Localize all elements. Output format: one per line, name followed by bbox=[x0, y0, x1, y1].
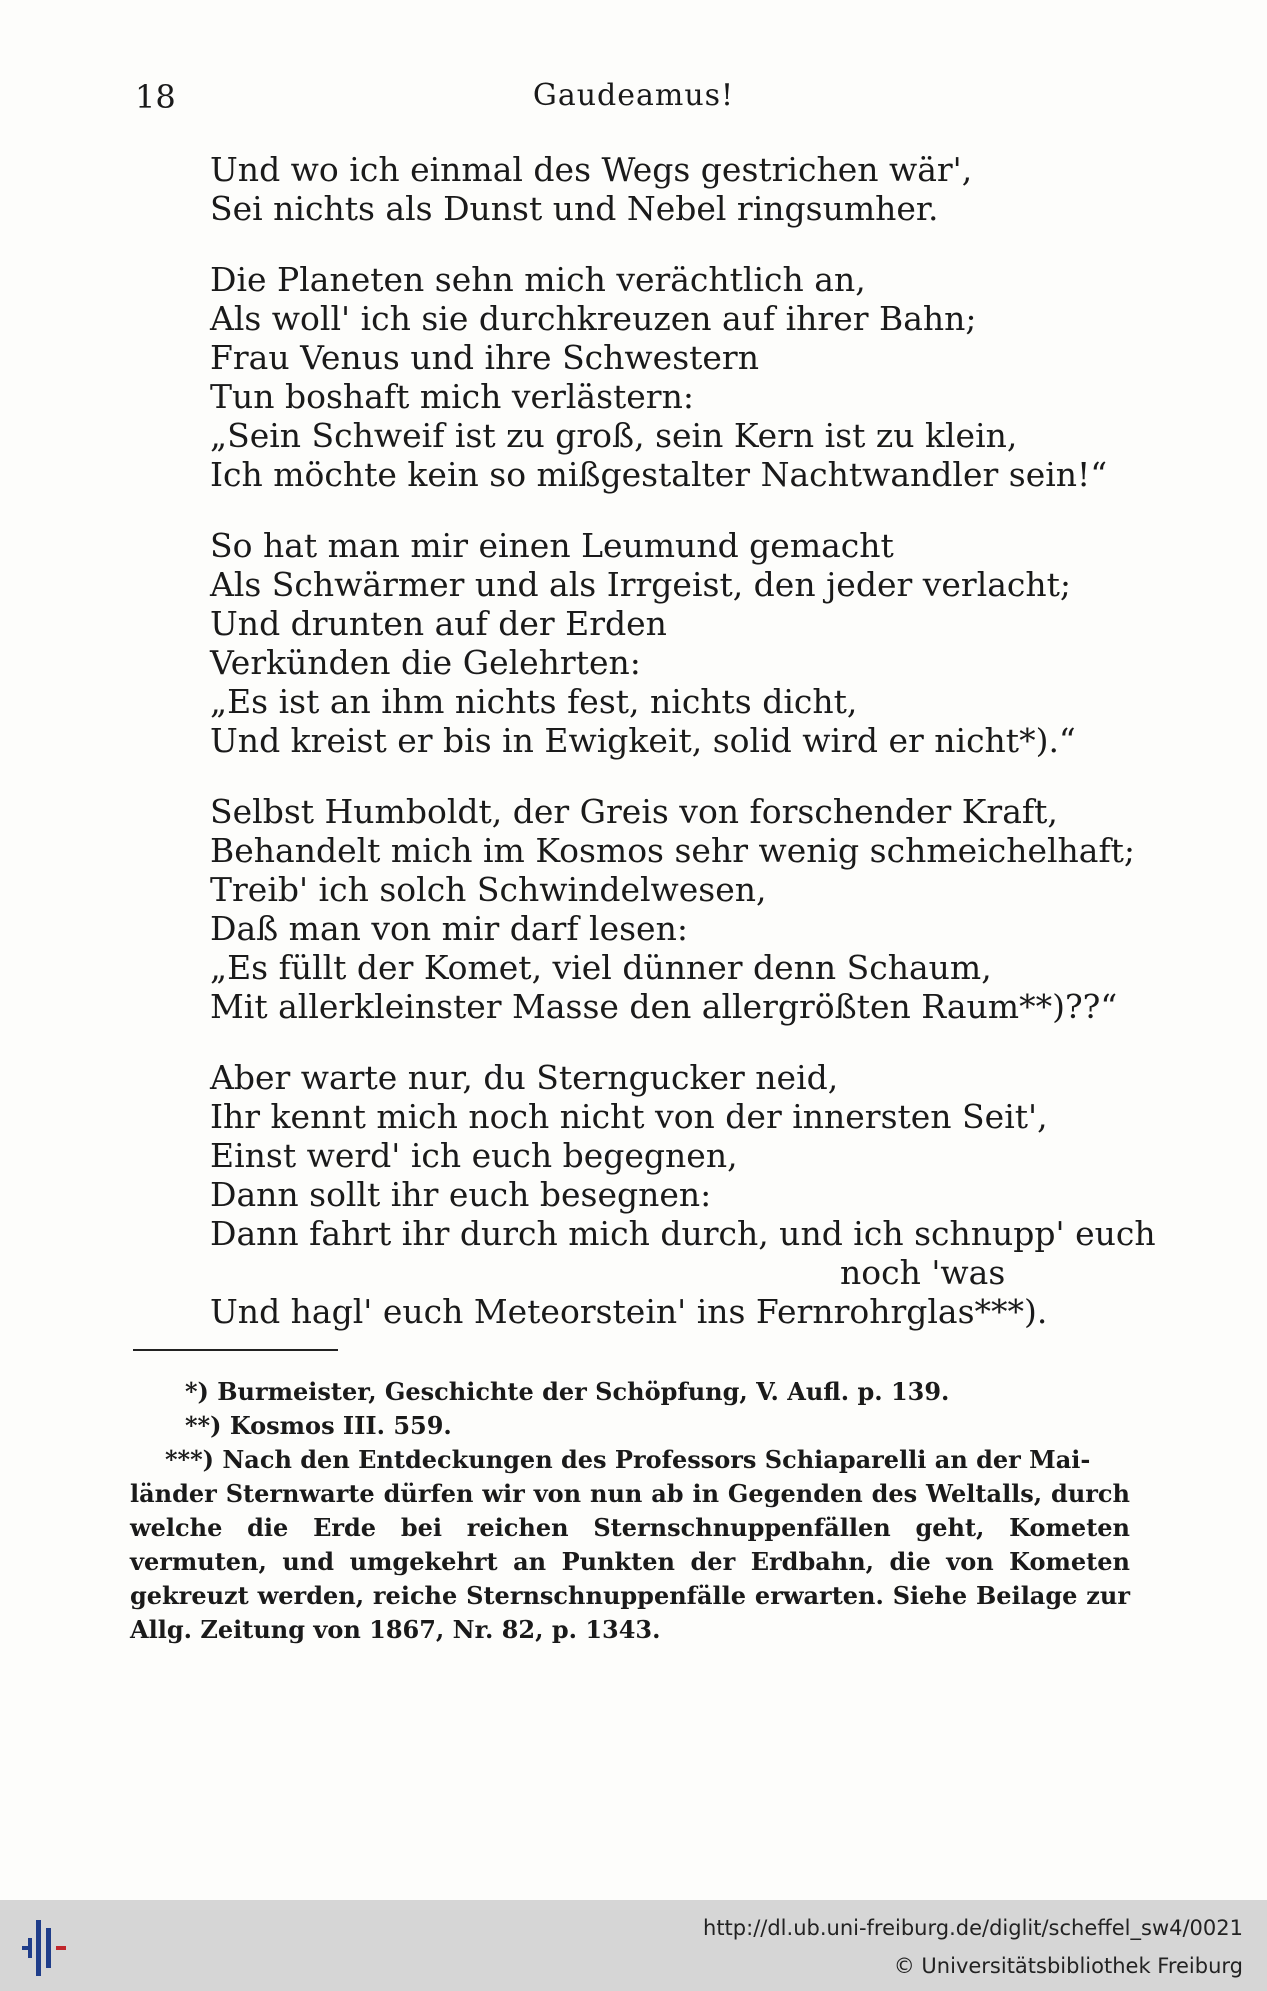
footnote-2: **) Kosmos III. 559. bbox=[185, 1411, 452, 1440]
viewer-footer bbox=[0, 1900, 1267, 1991]
poem-line: Aber warte nur, du Sterngucker neid, bbox=[210, 1058, 839, 1097]
page-number: 18 bbox=[135, 78, 176, 116]
poem-line: Sei nichts als Dunst und Nebel ringsumher. bbox=[210, 189, 939, 228]
poem-line: Die Planeten sehn mich verächtlich an, bbox=[210, 260, 866, 299]
poem-line: „Es füllt der Komet, viel dünner denn Schaum, bbox=[210, 948, 992, 987]
poem-line: Tun boshaft mich verlästern: bbox=[210, 377, 694, 416]
poem-line: Mit allerkleinster Masse den allergrößten Raum**)??“ bbox=[210, 987, 1118, 1026]
poem-line: Behandelt mich im Kosmos sehr wenig schmeichelhaft; bbox=[210, 831, 1136, 870]
copyright-notice: © Universitätsbibliothek Freiburg bbox=[893, 1954, 1243, 1978]
footnote-3-first-line: ***) Nach den Entdeckungen des Professors Schiaparelli an der Mai- bbox=[165, 1445, 1091, 1474]
stanza-5 bbox=[210, 1058, 1156, 1331]
poem-line: Als woll' ich sie durchkreuzen auf ihrer Bahn; bbox=[210, 299, 977, 338]
poem-line: Selbst Humboldt, der Greis von forschender Kraft, bbox=[210, 792, 1058, 831]
poem bbox=[210, 150, 1156, 1363]
poem-line: Dann fahrt ihr durch mich durch, und ich schnupp' euch bbox=[210, 1214, 1156, 1253]
poem-line: Verkünden die Gelehrten: bbox=[210, 643, 641, 682]
stanza-1 bbox=[210, 150, 1130, 228]
poem-line: Und wo ich einmal des Wegs gestrichen wär', bbox=[210, 150, 973, 189]
poem-line: Frau Venus und ihre Schwestern bbox=[210, 338, 759, 377]
ub-freiburg-logo-icon bbox=[18, 1918, 78, 1978]
footnote-3 bbox=[130, 1443, 1130, 1647]
running-head bbox=[135, 78, 1132, 118]
poem-line: Ich möchte kein so mißgestalter Nachtwandler sein!“ bbox=[210, 455, 1108, 494]
poem-line: Einst werd' ich euch begegnen, bbox=[210, 1136, 738, 1175]
stanza-3 bbox=[210, 526, 1130, 760]
poem-line-continuation: noch 'was bbox=[840, 1253, 1006, 1292]
poem-line: Ihr kennt mich noch nicht von der innersten Seit', bbox=[210, 1097, 1048, 1136]
poem-line: Und drunten auf der Erden bbox=[210, 604, 667, 643]
permalink-url[interactable]: http://dl.ub.uni-freiburg.de/diglit/scheffel_sw4/0021 bbox=[703, 1916, 1243, 1940]
poem-line: Dann sollt ihr euch besegnen: bbox=[210, 1175, 712, 1214]
poem-line: „Sein Schweif ist zu groß, sein Kern ist zu klein, bbox=[210, 416, 1018, 455]
poem-line: Als Schwärmer und als Irrgeist, den jeder verlacht; bbox=[210, 565, 1072, 604]
footnote-3-text: länder Sternwarte dürfen wir von nun ab in Gegenden des Weltalls, durch welche die Erde bei reichen Sternschnuppenfällen geht, Kometen vermuten, und umgekehrt an Punkten der Erdbahn, die von Kometen gekreuzt werden, reiche Sternschnuppenfälle erwarten. Siehe Beilage zur Allg. Zeitung von 1867, Nr. 82, p. 1343. bbox=[130, 1479, 1130, 1644]
poem-line: Daß man von mir darf lesen: bbox=[210, 909, 688, 948]
poem-line: So hat man mir einen Leumund gemacht bbox=[210, 526, 894, 565]
footnote-rule bbox=[133, 1349, 338, 1351]
poem-line: Treib' ich solch Schwindelwesen, bbox=[210, 870, 767, 909]
footnote-1: *) Burmeister, Geschichte der Schöpfung, V. Aufl. p. 139. bbox=[185, 1377, 950, 1406]
running-title: Gaudeamus! bbox=[532, 78, 735, 113]
poem-line: Und kreist er bis in Ewigkeit, solid wird er nicht*).“ bbox=[210, 721, 1076, 760]
stanza-4 bbox=[210, 792, 1136, 1026]
footnotes bbox=[130, 1375, 1130, 1647]
poem-line: „Es ist an ihm nichts fest, nichts dicht, bbox=[210, 682, 858, 721]
stanza-2 bbox=[210, 260, 1130, 494]
poem-line: Und hagl' euch Meteorstein' ins Fernrohrglas***). bbox=[210, 1292, 1048, 1331]
